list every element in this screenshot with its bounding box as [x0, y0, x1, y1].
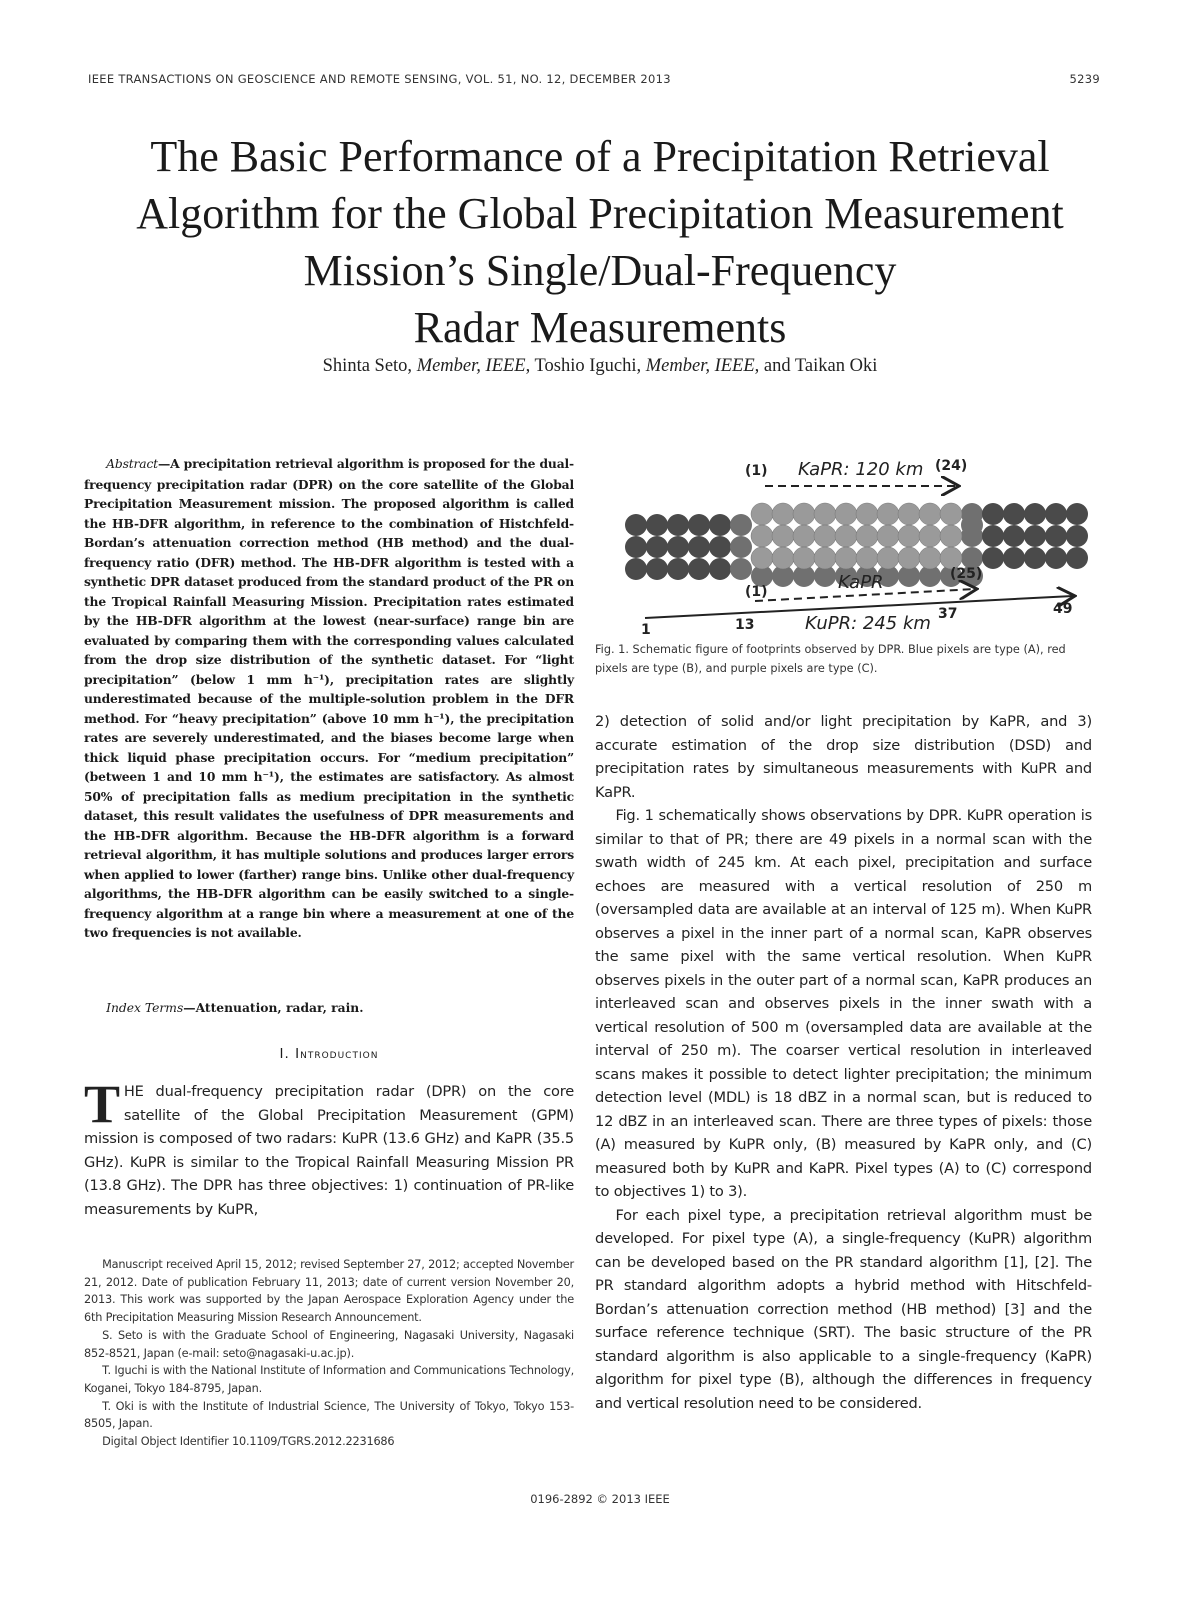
kapr-bottom-end-label: (25)	[950, 566, 983, 582]
footnote-affiliation: S. Seto is with the Graduate School of Engineering, Nagasaki University, Nagasaki 852-8521, Japan (e-mail: seto@nagasaki-u.ac.jp).	[84, 1328, 574, 1360]
footnote-affiliation: T. Iguchi is with the National Institute of Information and Communications Technology, Koganei, Tokyo 184-8795, Japan.	[84, 1364, 574, 1395]
abstract	[84, 454, 574, 943]
index-terms-label: Index Terms	[106, 1001, 184, 1015]
figure-1	[595, 448, 1092, 638]
journal-citation: IEEE TRANSACTIONS ON GEOSCIENCE AND REMOTE SENSING, VOL. 51, NO. 12, DECEMBER 2013	[88, 72, 671, 86]
title-line: The Basic Performance of a Precipitation Retrieval	[150, 132, 1050, 181]
footnotes	[84, 1256, 574, 1451]
tick-label-1: 1	[641, 622, 651, 638]
author-list	[60, 356, 1140, 377]
kapr-top-start-label: (1)	[745, 463, 768, 479]
right-column-body	[595, 710, 1092, 1415]
tick-label-49: 49	[1053, 601, 1073, 617]
kapr-top-label: KaPR: 120 km	[798, 459, 924, 480]
title-line: Radar Measurements	[413, 303, 787, 352]
author-name: Shinta Seto,	[322, 356, 417, 376]
paragraph: Fig. 1 schematically shows observations by DPR. KuPR operation is similar to that of PR; there are 49 pixels in a normal scan with the swath width of 245 km. At each pixel, precipitation and surface echoes are measured with a vertical resolution of 250 m (oversampled data are available at an interval of 125 m). When KuPR observes a pixel in the inner part of a normal scan, KaPR observes the same pixel with the same vertical resolution. When KuPR observes pixels in the outer part of a normal scan, KaPR produces an interleaved scan and observes pixels in the inner swath with a vertical resolution of 500 m (oversampled data are available at the interval of 250 m). The coarser vertical resolution in interleaved scans makes it possible to detect lighter precipitation; the minimum detection level (MDL) is 18 dBZ in a normal scan, but is reduced to 12 dBZ in an interleaved scan. There are three types of pixels: those (A) measured by KuPR only, (B) measured by KaPR only, and (C) measured both by KuPR and KaPR. Pixel types (A) to (C) correspond to objectives 1) to 3).	[595, 807, 1092, 1200]
title-line: Algorithm for the Global Precipitation Measurement	[136, 189, 1064, 238]
abstract-text: —A precipitation retrieval algorithm is proposed for the dual-frequency precipitation radar (DPR) on the core satellite of the Global Precipitation Measurement mission. The proposed algorithm is called the HB-DFR algorithm, in reference to the combination of Histchfeld-Bordan’s attenuation correction method (HB method) and the dual-frequency ratio (DFR) method. The HB-DFR algorithm is tested with a synthetic DPR dataset produced from the standard product of the PR on the Tropical Rainfall Measuring Mission. Precipitation rates estimated by the HB-DFR algorithm at the lowest (near-surface) range bin are evaluated by comparing them with the corresponding values calculated from the drop size distribution of the synthetic dataset. For “light precipitation” (below 1 mm h⁻¹), precipitation rates are slightly underestimated because of the multiple-solution problem in the DFR method. For “heavy precipitation” (above 10 mm h⁻¹), the precipitation rates are severely underestimated, and the biases become large when thick liquid phase precipitation occurs. For “medium precipitation” (between 1 and 10 mm h⁻¹), the estimates are satisfactory. As almost 50% of precipitation falls as medium precipitation in the synthetic dataset, this result validates the usefulness of DPR measurements and the HB-DFR algorithm. Because the HB-DFR algorithm is a forward retrieval algorithm, it has multiple solutions and produces larger errors when applied to lower (farther) range bins. Unlike other dual-frequency algorithms, the HB-DFR algorithm can be easily switched to a single-frequency algorithm at a range bin where a measurement at one of the two frequencies is not available.	[84, 456, 574, 940]
kupr-label: KuPR: 245 km	[805, 613, 931, 634]
footprint-schematic	[595, 448, 1092, 638]
intro-text: HE dual-frequency precipitation radar (DPR) on the core satellite of the Global Precipitation Measurement (GPM) mission is composed of two radars: KuPR (13.6 GHz) and KaPR (35.5 GHz). KuPR is similar to the Tropical Rainfall Measuring Mission PR (13.8 GHz). The DPR has three objectives: 1) continuation of PR-like measurements by KuPR,	[84, 1083, 574, 1218]
paragraph: For each pixel type, a precipitation retrieval algorithm must be developed. For pixel type (A), a single-frequency (KuPR) algorithm can be developed based on the PR standard algorithm [1], [2]. The PR standard algorithm adopts a hybrid method with Hitschfeld-Bordan’s attenuation correction method (HB method) [3] and the surface reference technique (SRT). The basic structure of the PR standard algorithm is also applicable to a single-frequency (KaPR) algorithm for pixel type (B), although the differences in frequency and vertical resolution need to be considered.	[595, 1206, 1092, 1412]
kapr-bottom-label: KaPR	[838, 572, 884, 593]
running-header	[88, 72, 1100, 86]
author-membership: Member, IEEE	[416, 356, 526, 376]
kapr-bottom-start-label: (1)	[745, 584, 768, 600]
section-heading: I. Introduction	[279, 1046, 379, 1062]
author-membership: Member, IEEE	[645, 356, 755, 376]
kapr-top-end-label: (24)	[935, 458, 968, 474]
index-terms-text: —Attenuation, radar, rain.	[183, 1000, 364, 1015]
type-a-pixels-left	[625, 514, 731, 580]
type-a-pixels-right	[982, 503, 1088, 569]
author-name: , and Taikan Oki	[754, 356, 878, 376]
author-name: , Toshio Iguchi,	[525, 356, 646, 376]
index-terms	[84, 1000, 574, 1015]
type-c-pixels	[751, 503, 962, 569]
footnote-manuscript: Manuscript received April 15, 2012; revised September 27, 2012; accepted November 21, 2012. Date of publication February 11, 2013; date of current version November 20, 2013. This work was supported by the Japan Aerospace Exploration Agency under the 6th Precipitation Measuring Mission Research Announcement.	[84, 1258, 574, 1325]
footnote-affiliation: T. Oki is with the Institute of Industrial Science, The University of Tokyo, Tokyo 153-8505, Japan.	[84, 1399, 574, 1431]
introduction-paragraph	[84, 1074, 574, 1221]
drop-cap: T	[84, 1074, 120, 1134]
page-number: 5239	[1069, 72, 1100, 86]
footnote-doi: Digital Object Identifier 10.1109/TGRS.2012.2231686	[102, 1435, 395, 1449]
tick-label-13: 13	[735, 617, 755, 633]
figure-caption: Fig. 1. Schematic figure of footprints observed by DPR. Blue pixels are type (A), red pixels are type (B), and purple pixels are type (C).	[595, 643, 1066, 675]
paper-title	[60, 128, 1140, 356]
paragraph: 2) detection of solid and/or light precipitation by KaPR, and 3) accurate estimation of the drop size distribution (DSD) and precipitation rates by simultaneous measurements with KuPR and KaPR.	[595, 713, 1092, 801]
abstract-label: Abstract	[106, 457, 158, 471]
copyright-footer: 0196-2892 © 2013 IEEE	[530, 1492, 670, 1506]
tick-label-37: 37	[938, 606, 958, 622]
title-line: Mission’s Single/Dual-Frequency	[303, 246, 897, 295]
